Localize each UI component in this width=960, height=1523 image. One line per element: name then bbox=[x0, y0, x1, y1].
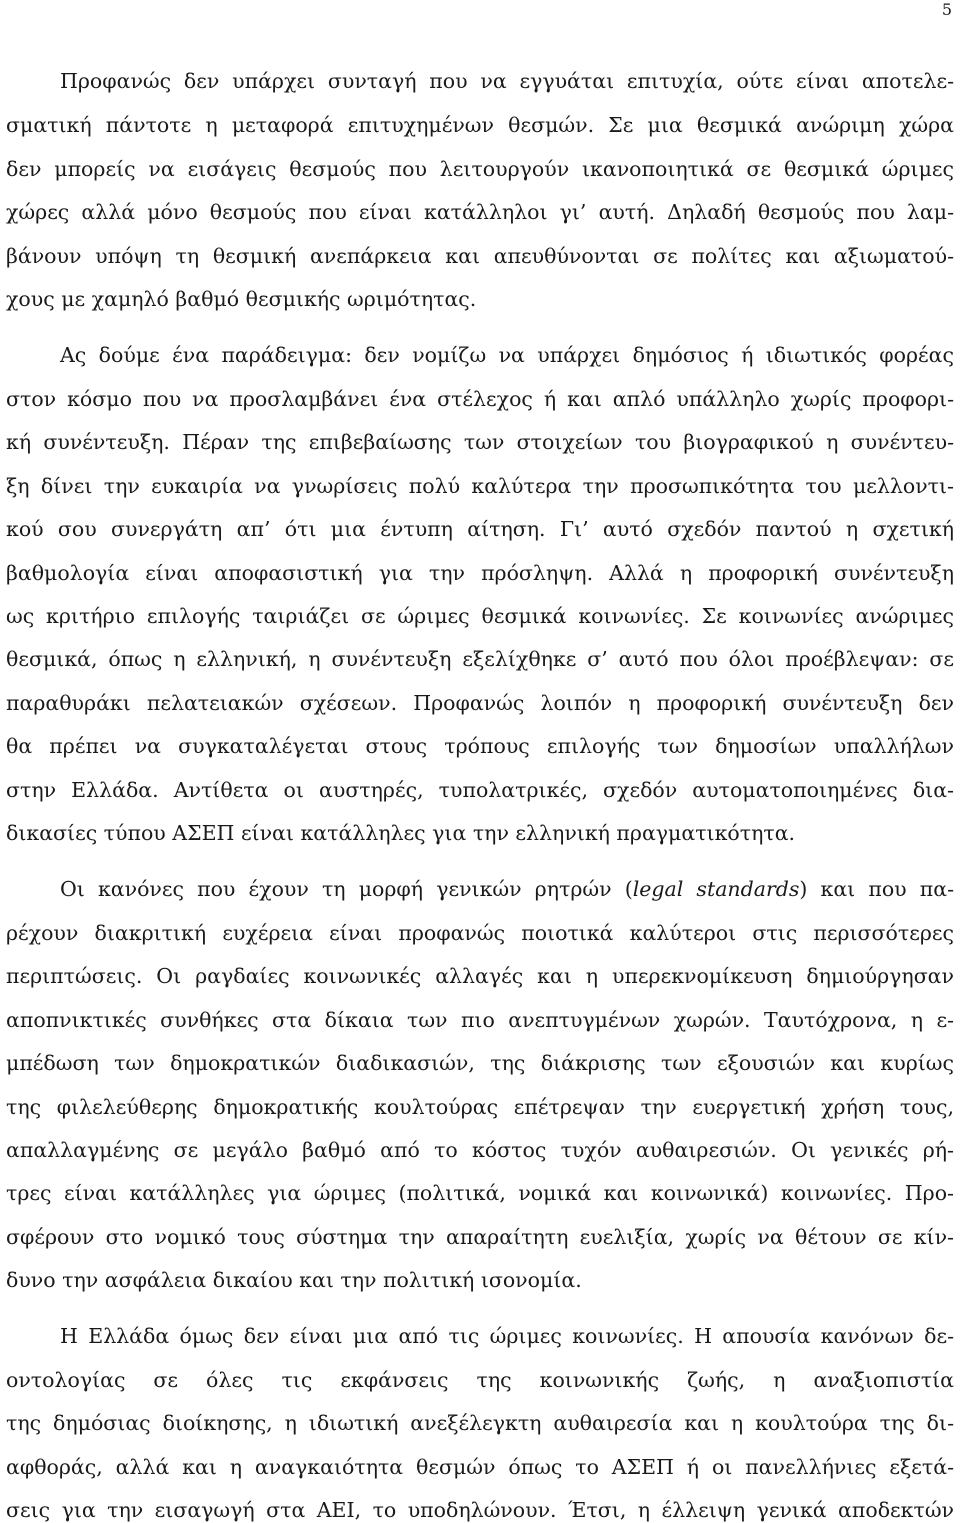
paragraph-2-line-9: παραθυράκι πελατειακών σχέσεων. Προφανώς λοιπόν η προφορική συνέντευξη δεν bbox=[6, 691, 954, 715]
page-number: 5 bbox=[941, 0, 952, 19]
paragraph-3-line-5: μπέδωση των δημοκρατικών διαδικασιών, της διάκρισης των εξουσιών και κυρίως bbox=[6, 1051, 954, 1075]
paragraph-3-line-1: Οι κανόνες που έχουν τη μορφή γενικών ρητρών (legal standards) και που πα- bbox=[60, 877, 954, 901]
paragraph-4-line-5: σεις για την εισαγωγή στα ΑΕΙ, το υποδηλώνουν. Έτσι, η έλλειψη γενικά αποδεκτών bbox=[6, 1498, 954, 1522]
paragraph-4-line-2: οντολογίας σε όλες τις εκφάνσεις της κοινωνικής ζωής, η αναξιοπιστία bbox=[6, 1368, 954, 1392]
paragraph-4-line-1: Η Ελλάδα όμως δεν είναι μια από τις ώριμες κοινωνίες. Η απουσία κανόνων δε- bbox=[60, 1324, 954, 1348]
paragraph-3-line-2: ρέχουν διακριτική ευχέρεια είναι προφανώς ποιοτικά καλύτεροι στις περισσότερες bbox=[6, 921, 954, 945]
paragraph-2-line-2: στον κόσμο που να προσλαμβάνει ένα στέλεχος ή και απλό υπάλληλο χωρίς προφορι- bbox=[6, 387, 954, 411]
paragraph-3-line-3: περιπτώσεις. Οι ραγδαίες κοινωνικές αλλαγές και η υπερεκνομίκευση δημιούργησαν bbox=[6, 964, 954, 988]
paragraph-1-line-3: δεν μπορείς να εισάγεις θεσμούς που λειτουργούν ικανοποιητικά σε θεσμικά ώριμες bbox=[6, 157, 954, 181]
paragraph-2-line-12: δικασίες τύπου ΑΣΕΠ είναι κατάλληλες για την ελληνική πραγματικότητα. bbox=[6, 821, 796, 845]
paragraph-2-line-3: κή συνέντευξη. Πέραν της επιβεβαίωσης των στοιχείων του βιογραφικού η συνέντευ- bbox=[6, 430, 954, 454]
paragraph-2-line-5: κού σου συνεργάτη απ’ ότι μια έντυπη αίτηση. Γι’ αυτό σχεδόν παντού η σχετική bbox=[6, 517, 954, 541]
paragraph-1-line-1: Προφανώς δεν υπάρχει συνταγή που να εγγυάται επιτυχία, ούτε είναι αποτελε- bbox=[60, 69, 954, 93]
paragraph-1-line-4: χώρες αλλά μόνο θεσμούς που είναι κατάλληλοι γι’ αυτή. Δηλαδή θεσμούς που λαμ- bbox=[6, 200, 954, 224]
paragraph-2-line-7: ως κριτήριο επιλογής ταιριάζει σε ώριμες θεσμικά κοινωνίες. Σε κοινωνίες ανώριμες bbox=[6, 604, 954, 628]
paragraph-2-line-10: θα πρέπει να συγκαταλέγεται στους τρόπους επιλογής των δημοσίων υπαλλήλων bbox=[6, 734, 954, 758]
paragraph-2-line-8: θεσμικά, όπως η ελληνική, η συνέντευξη εξελίχθηκε σ’ αυτό που όλοι προέβλεψαν: σε bbox=[6, 647, 954, 671]
paragraph-2-line-11: στην Ελλάδα. Αντίθετα οι αυστηρές, τυπολατρικές, σχεδόν αυτοματοποιημένες δια- bbox=[6, 778, 954, 802]
paragraph-1-line-6: χους με χαμηλό βαθμό θεσμικής ωριμότητας. bbox=[6, 287, 477, 311]
paragraph-2-line-6: βαθμολογία είναι αποφασιστική για την πρόσληψη. Αλλά η προφορική συνέντευξη bbox=[6, 561, 954, 585]
paragraph-1-line-2: σματική πάντοτε η μεταφορά επιτυχημένων θεσμών. Σε μια θεσμικά ανώριμη χώρα bbox=[6, 113, 954, 137]
paragraph-4-line-3: της δημόσιας διοίκησης, η ιδιωτική ανεξέλεγκτη αυθαιρεσία και η κουλτούρα της δι- bbox=[6, 1411, 954, 1435]
paragraph-2-line-1: Ας δούμε ένα παράδειγμα: δεν νομίζω να υπάρχει δημόσιος ή ιδιωτικός φορέας bbox=[60, 343, 954, 367]
paragraph-3-line-9: σφέρουν στο νομικό τους σύστημα την απαραίτητη ευελιξία, χωρίς να θέτουν σε κίν- bbox=[6, 1225, 954, 1249]
paragraph-4-line-4: αφθοράς, αλλά και η αναγκαιότητα θεσμών όπως το ΑΣΕΠ ή οι πανελλήνιες εξετά- bbox=[6, 1455, 954, 1479]
paragraph-1-line-5: βάνουν υπόψη τη θεσμική ανεπάρκεια και απευθύνονται σε πολίτες και αξιωματού- bbox=[6, 244, 954, 268]
paragraph-3-line-6: της φιλελεύθερης δημοκρατικής κουλτούρας επέτρεψαν την ευεργετική χρήση τους, bbox=[6, 1095, 954, 1119]
paragraph-3-line-8: τρες είναι κατάλληλες για ώριμες (πολιτικά, νομικά και κοινωνικά) κοινωνίες. Προ- bbox=[6, 1181, 954, 1205]
paragraph-3-line-7: απαλλαγμένης σε μεγάλο βαθμό από το κόστος τυχόν αυθαιρεσιών. Οι γενικές ρή- bbox=[6, 1138, 954, 1162]
paragraph-3-line-4: αποπνικτικές συνθήκες στα δίκαια των πιο ανεπτυγμένων χωρών. Ταυτόχρονα, η ε- bbox=[6, 1008, 954, 1032]
paragraph-2-line-4: ξη δίνει την ευκαιρία να γνωρίσεις πολύ καλύτερα την προσωπικότητα του μελλοντι- bbox=[6, 474, 954, 498]
paragraph-3-line-10: δυνο την ασφάλεια δικαίου και την πολιτική ισονομία. bbox=[6, 1268, 582, 1292]
italic-term: legal standards bbox=[632, 877, 800, 901]
